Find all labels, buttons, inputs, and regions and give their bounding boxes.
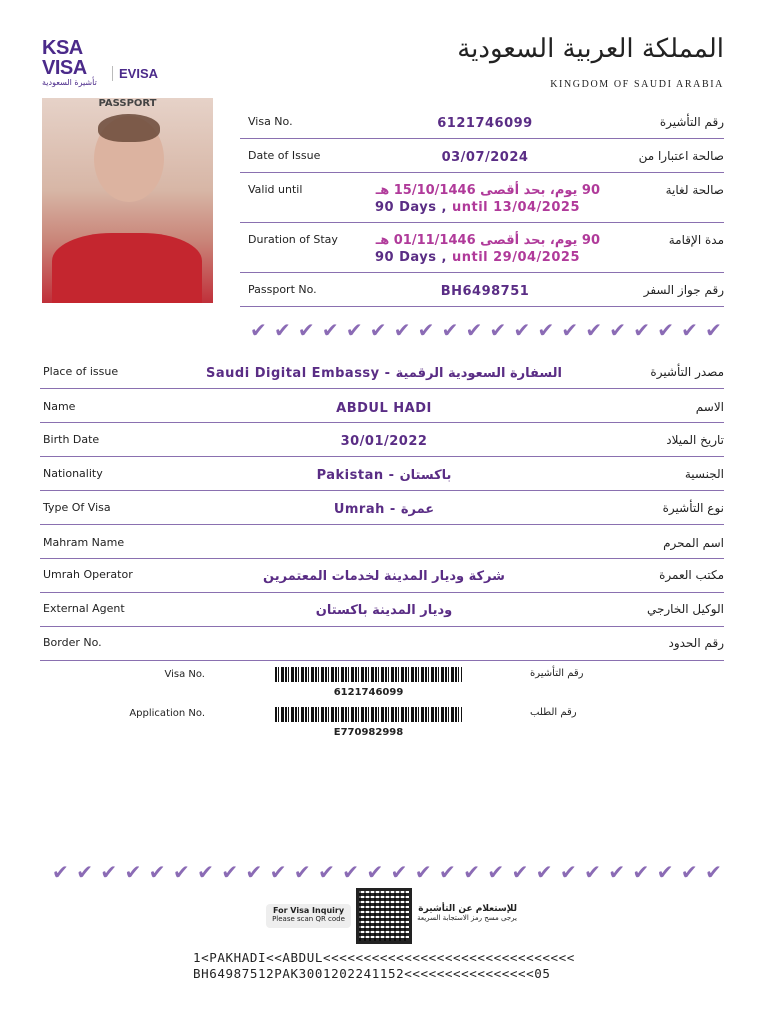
duration-ar: مدة الإقامة xyxy=(668,233,724,247)
check-mark: ✔ xyxy=(681,318,698,342)
ksa-logo-line1: KSA xyxy=(42,37,83,59)
mrz-line-2: BH64987512PAK3001202241152<<<<<<<<<<<<<<<<05 xyxy=(193,966,551,981)
nationality-value: Pakistan - باكستان xyxy=(316,468,452,483)
passport-no-value: BH6498751 xyxy=(440,284,530,299)
check-mark: ✔ xyxy=(585,318,603,342)
type-of-visa-label: Type Of Visa xyxy=(43,501,111,514)
duration-en-value: 90 Days , until 29/04/2025 xyxy=(374,250,580,265)
type-of-visa-ar: نوع التأشيرة xyxy=(662,501,724,515)
check-mark: ✔ xyxy=(439,860,456,884)
check-mark: ✔ xyxy=(535,860,553,884)
date-of-issue-value: 03/07/2024 xyxy=(441,150,529,165)
passport-no-ar: رقم جواز السفر xyxy=(643,283,724,297)
inquiry-ar-box xyxy=(412,904,517,922)
check-mark: ✔ xyxy=(511,860,529,884)
evisa-logo: EVISA xyxy=(112,66,158,81)
check-mark: ✔ xyxy=(100,860,118,884)
check-mark: ✔ xyxy=(559,860,577,884)
check-mark: ✔ xyxy=(366,860,384,884)
check-mark: ✔ xyxy=(52,860,69,884)
check-mark: ✔ xyxy=(561,318,579,342)
inquiry-en-title: For Visa Inquiry xyxy=(272,906,345,915)
check-mark: ✔ xyxy=(680,860,698,884)
duration-of-stay-label: Duration of Stay xyxy=(248,233,338,246)
ksa-visa-logo xyxy=(42,38,104,94)
inquiry-ar-sub: يرجى مسح رمز الاستجابة السريعة xyxy=(417,914,517,922)
check-mark: ✔ xyxy=(221,860,239,884)
barcode-application-number: E770982998 xyxy=(333,727,404,738)
security-check-row-top xyxy=(250,318,722,342)
place-of-issue-label: Place of issue xyxy=(43,365,119,378)
valid-until-en-value: 90 Days , until 13/04/2025 xyxy=(374,200,580,215)
birth-date-label: Birth Date xyxy=(43,433,100,446)
check-mark: ✔ xyxy=(633,318,651,342)
visa-no-label: Visa No. xyxy=(248,115,293,128)
place-of-issue-ar: مصدر التأشيرة xyxy=(650,365,724,379)
type-of-visa-value: Umrah - عمرة xyxy=(333,502,435,517)
mrz-line-1: 1<PAKHADI<<ABDUL<<<<<<<<<<<<<<<<<<<<<<<<<<<<<<< xyxy=(193,950,575,965)
mahram-name-ar: اسم المحرم xyxy=(663,536,724,550)
name-label: Name xyxy=(43,400,76,413)
barcode-visa-ar: رقم التأشيرة xyxy=(530,668,584,679)
check-mark: ✔ xyxy=(393,318,411,342)
check-mark: ✔ xyxy=(489,318,507,342)
check-mark: ✔ xyxy=(656,860,674,884)
photo-label: PASSPORT xyxy=(98,98,157,109)
check-mark: ✔ xyxy=(632,860,650,884)
nationality-ar: الجنسية xyxy=(684,467,724,481)
photo-shirt xyxy=(52,233,202,303)
external-agent-value: وديار المدينة باكستان xyxy=(315,603,453,618)
external-agent-ar: الوكيل الخارجي xyxy=(646,602,724,616)
ksa-logo-arabic: تأشيرة السعودية xyxy=(42,78,97,87)
check-mark: ✔ xyxy=(76,860,93,884)
date-of-issue-label: Date of Issue xyxy=(248,149,321,162)
umrah-operator-ar: مكتب العمرة xyxy=(659,568,724,582)
passport-no-label: Passport No. xyxy=(248,283,317,296)
umrah-operator-label: Umrah Operator xyxy=(43,568,133,581)
check-mark: ✔ xyxy=(417,318,435,342)
check-mark: ✔ xyxy=(172,860,190,884)
check-mark: ✔ xyxy=(124,860,142,884)
barcode-application-label: Application No. xyxy=(129,708,205,719)
security-check-row-bottom xyxy=(52,860,722,884)
nationality-label: Nationality xyxy=(43,467,103,480)
check-mark: ✔ xyxy=(197,860,214,884)
visa-no-ar: رقم التأشيرة xyxy=(659,115,724,129)
photo-hair xyxy=(98,114,160,142)
check-mark: ✔ xyxy=(608,860,626,884)
valid-until-ar-value: 90 يوم، بحد أقصى 15/10/1446 هـ xyxy=(375,183,600,198)
inquiry-en-sub: Please scan QR code xyxy=(272,915,345,923)
inquiry-ar-title: للإستعلام عن التأشيرة xyxy=(418,904,517,914)
check-mark: ✔ xyxy=(342,860,360,884)
kingdom-arabic-title: المملكة العربية السعودية xyxy=(457,34,724,64)
check-mark: ✔ xyxy=(269,860,287,884)
birth-date-ar: تاريخ الميلاد xyxy=(666,433,724,447)
check-mark: ✔ xyxy=(148,860,166,884)
passport-photo xyxy=(42,98,213,303)
check-mark: ✔ xyxy=(705,318,722,342)
check-mark: ✔ xyxy=(297,318,315,342)
barcode-application-ar: رقم الطلب xyxy=(530,707,577,718)
qr-code[interactable] xyxy=(356,888,412,944)
inquiry-en-box xyxy=(266,904,351,928)
valid-until-ar: صالحة لغاية xyxy=(665,183,724,197)
application-no-barcode xyxy=(275,707,462,722)
check-mark: ✔ xyxy=(414,860,432,884)
check-mark: ✔ xyxy=(369,318,387,342)
check-mark: ✔ xyxy=(273,318,291,342)
check-mark: ✔ xyxy=(250,318,267,342)
date-of-issue-ar: صالحة اعتبارا من xyxy=(638,149,724,163)
kingdom-english-title: KINGDOM OF SAUDI ARABIA xyxy=(550,79,724,90)
ksa-logo-line2: VISA xyxy=(42,57,87,79)
check-mark: ✔ xyxy=(657,318,674,342)
check-mark: ✔ xyxy=(465,318,483,342)
check-mark: ✔ xyxy=(390,860,408,884)
check-mark: ✔ xyxy=(705,860,722,884)
barcode-visa-label: Visa No. xyxy=(164,669,205,680)
border-no-ar: رقم الحدود xyxy=(668,636,724,650)
name-ar: الاسم xyxy=(695,400,724,414)
check-mark: ✔ xyxy=(487,860,505,884)
duration-ar-value: 90 يوم، بحد أقصى 01/11/1446 هـ xyxy=(375,233,600,248)
umrah-operator-value: شركة وديار المدينة لخدمات المعتمرين xyxy=(263,569,505,584)
check-mark: ✔ xyxy=(345,318,363,342)
check-mark: ✔ xyxy=(441,318,459,342)
visa-no-value: 6121746099 xyxy=(437,116,533,131)
valid-until-label: Valid until xyxy=(248,183,303,196)
external-agent-label: External Agent xyxy=(43,602,125,615)
check-mark: ✔ xyxy=(584,860,601,884)
birth-date-value: 30/01/2022 xyxy=(340,434,428,449)
mahram-name-label: Mahram Name xyxy=(43,536,125,549)
barcode-visa-number: 6121746099 xyxy=(333,687,404,698)
place-of-issue-value: Saudi Digital Embassy - السفارة السعودية الرقمية xyxy=(206,366,562,381)
check-mark: ✔ xyxy=(318,860,335,884)
check-mark: ✔ xyxy=(321,318,339,342)
check-mark: ✔ xyxy=(537,318,555,342)
name-value: ABDUL HADI xyxy=(336,401,432,416)
check-mark: ✔ xyxy=(293,860,311,884)
check-mark: ✔ xyxy=(513,318,531,342)
visa-no-barcode xyxy=(275,667,462,682)
check-mark: ✔ xyxy=(245,860,263,884)
check-mark: ✔ xyxy=(609,318,627,342)
check-mark: ✔ xyxy=(463,860,480,884)
border-no-label: Border No. xyxy=(43,636,102,649)
